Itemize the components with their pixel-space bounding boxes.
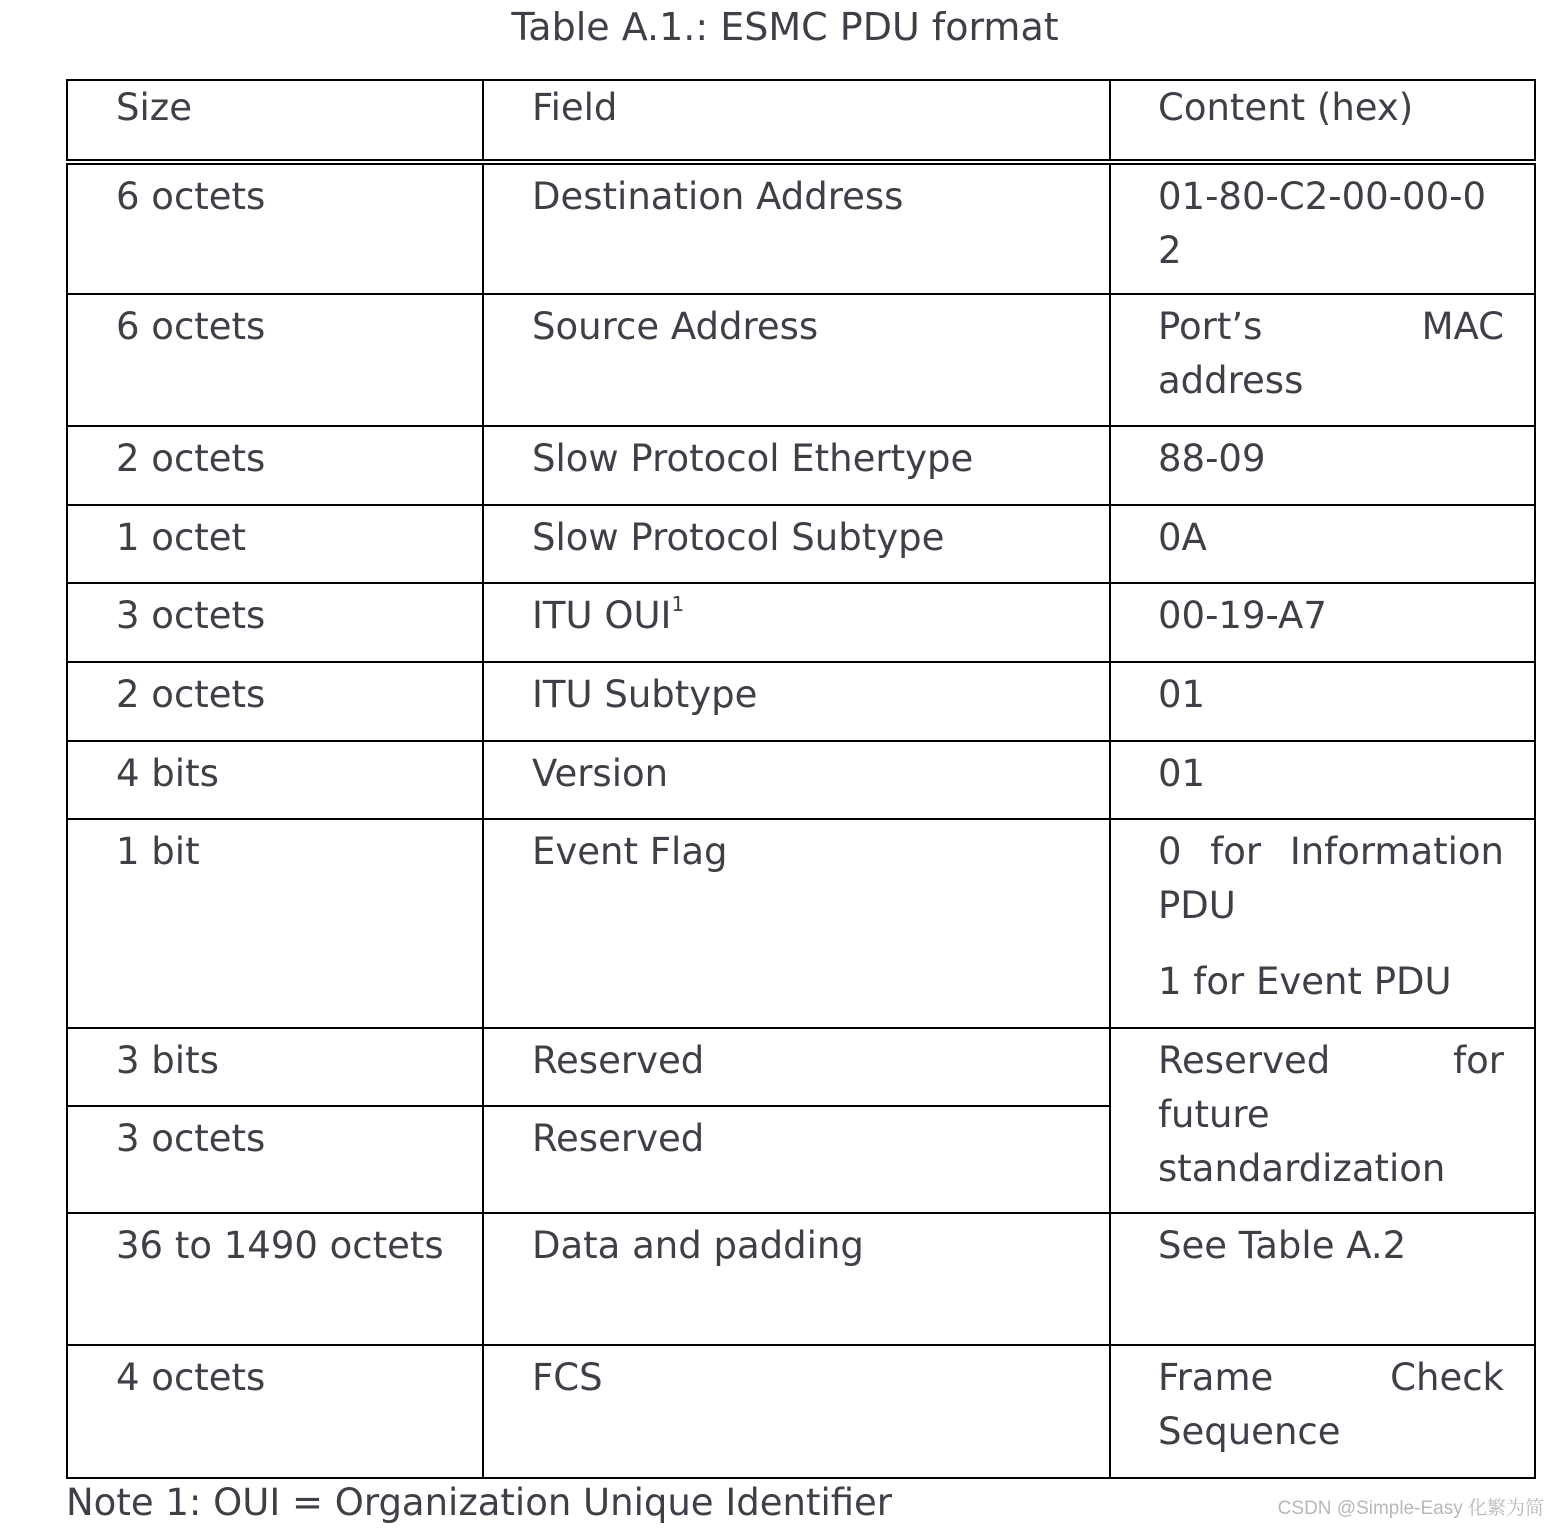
field-cell: FCS <box>483 1345 1110 1478</box>
table-row <box>67 741 1535 819</box>
table-row <box>67 162 1535 294</box>
table-row <box>67 1028 1535 1106</box>
content-cell: Frame Check Sequence <box>1110 1345 1535 1478</box>
header-size: Size <box>67 80 483 162</box>
table-row <box>67 426 1535 505</box>
field-cell: Version <box>483 741 1110 819</box>
esmc-pdu-table <box>66 79 1536 1479</box>
watermark: CSDN @Simple-Easy 化繁为简 <box>1277 1498 1544 1519</box>
content-cell: 01 <box>1110 741 1535 819</box>
size-cell: 3 octets <box>67 583 483 662</box>
size-cell: 1 bit <box>67 819 483 1028</box>
size-cell: 4 bits <box>67 741 483 819</box>
table-row <box>67 583 1535 662</box>
field-cell: Reserved <box>483 1028 1110 1106</box>
size-cell: 3 octets <box>67 1106 483 1213</box>
content-line: 0 for Information PDU <box>1158 830 1504 927</box>
size-cell: 6 octets <box>67 294 483 426</box>
field-text: ITU OUI <box>532 594 672 637</box>
field-cell: Reserved <box>483 1106 1110 1213</box>
field-cell: Destination Address <box>483 162 1110 294</box>
content-line: 1 for Event PDU <box>1158 960 1452 1003</box>
field-cell <box>483 583 1110 662</box>
field-cell: Slow Protocol Subtype <box>483 505 1110 583</box>
size-cell: 36 to 1490 octets <box>67 1213 483 1345</box>
footnote-marker: 1 <box>671 591 685 616</box>
field-cell: ITU Subtype <box>483 662 1110 741</box>
table-row <box>67 1345 1535 1478</box>
content-cell: 88-09 <box>1110 426 1535 505</box>
content-cell-merged: Reserved for future standardization <box>1110 1028 1535 1213</box>
content-cell: See Table A.2 <box>1110 1213 1535 1345</box>
table-row <box>67 1213 1535 1345</box>
content-cell <box>1110 819 1535 1028</box>
table-header-row <box>67 80 1535 162</box>
field-cell: Data and padding <box>483 1213 1110 1345</box>
table-row <box>67 662 1535 741</box>
content-cell: Port’s MAC address <box>1110 294 1535 426</box>
content-cell: 0A <box>1110 505 1535 583</box>
table-row <box>67 505 1535 583</box>
footnote-text: Note 1: OUI = Organization Unique Identifier <box>66 1481 893 1524</box>
field-cell: Event Flag <box>483 819 1110 1028</box>
size-cell: 4 octets <box>67 1345 483 1478</box>
header-content: Content (hex) <box>1110 80 1535 162</box>
content-cell: 00-19-A7 <box>1110 583 1535 662</box>
field-cell: Source Address <box>483 294 1110 426</box>
table-row <box>67 294 1535 426</box>
table-caption: Table A.1.: ESMC PDU format <box>511 5 1059 49</box>
field-cell: Slow Protocol Ethertype <box>483 426 1110 505</box>
table-row <box>67 819 1535 1028</box>
size-cell: 2 octets <box>67 426 483 505</box>
header-field: Field <box>483 80 1110 162</box>
size-cell: 2 octets <box>67 662 483 741</box>
content-cell: 01-80-C2-00-00-02 <box>1110 162 1535 294</box>
size-cell: 3 bits <box>67 1028 483 1106</box>
content-cell: 01 <box>1110 662 1535 741</box>
size-cell: 1 octet <box>67 505 483 583</box>
size-cell: 6 octets <box>67 162 483 294</box>
